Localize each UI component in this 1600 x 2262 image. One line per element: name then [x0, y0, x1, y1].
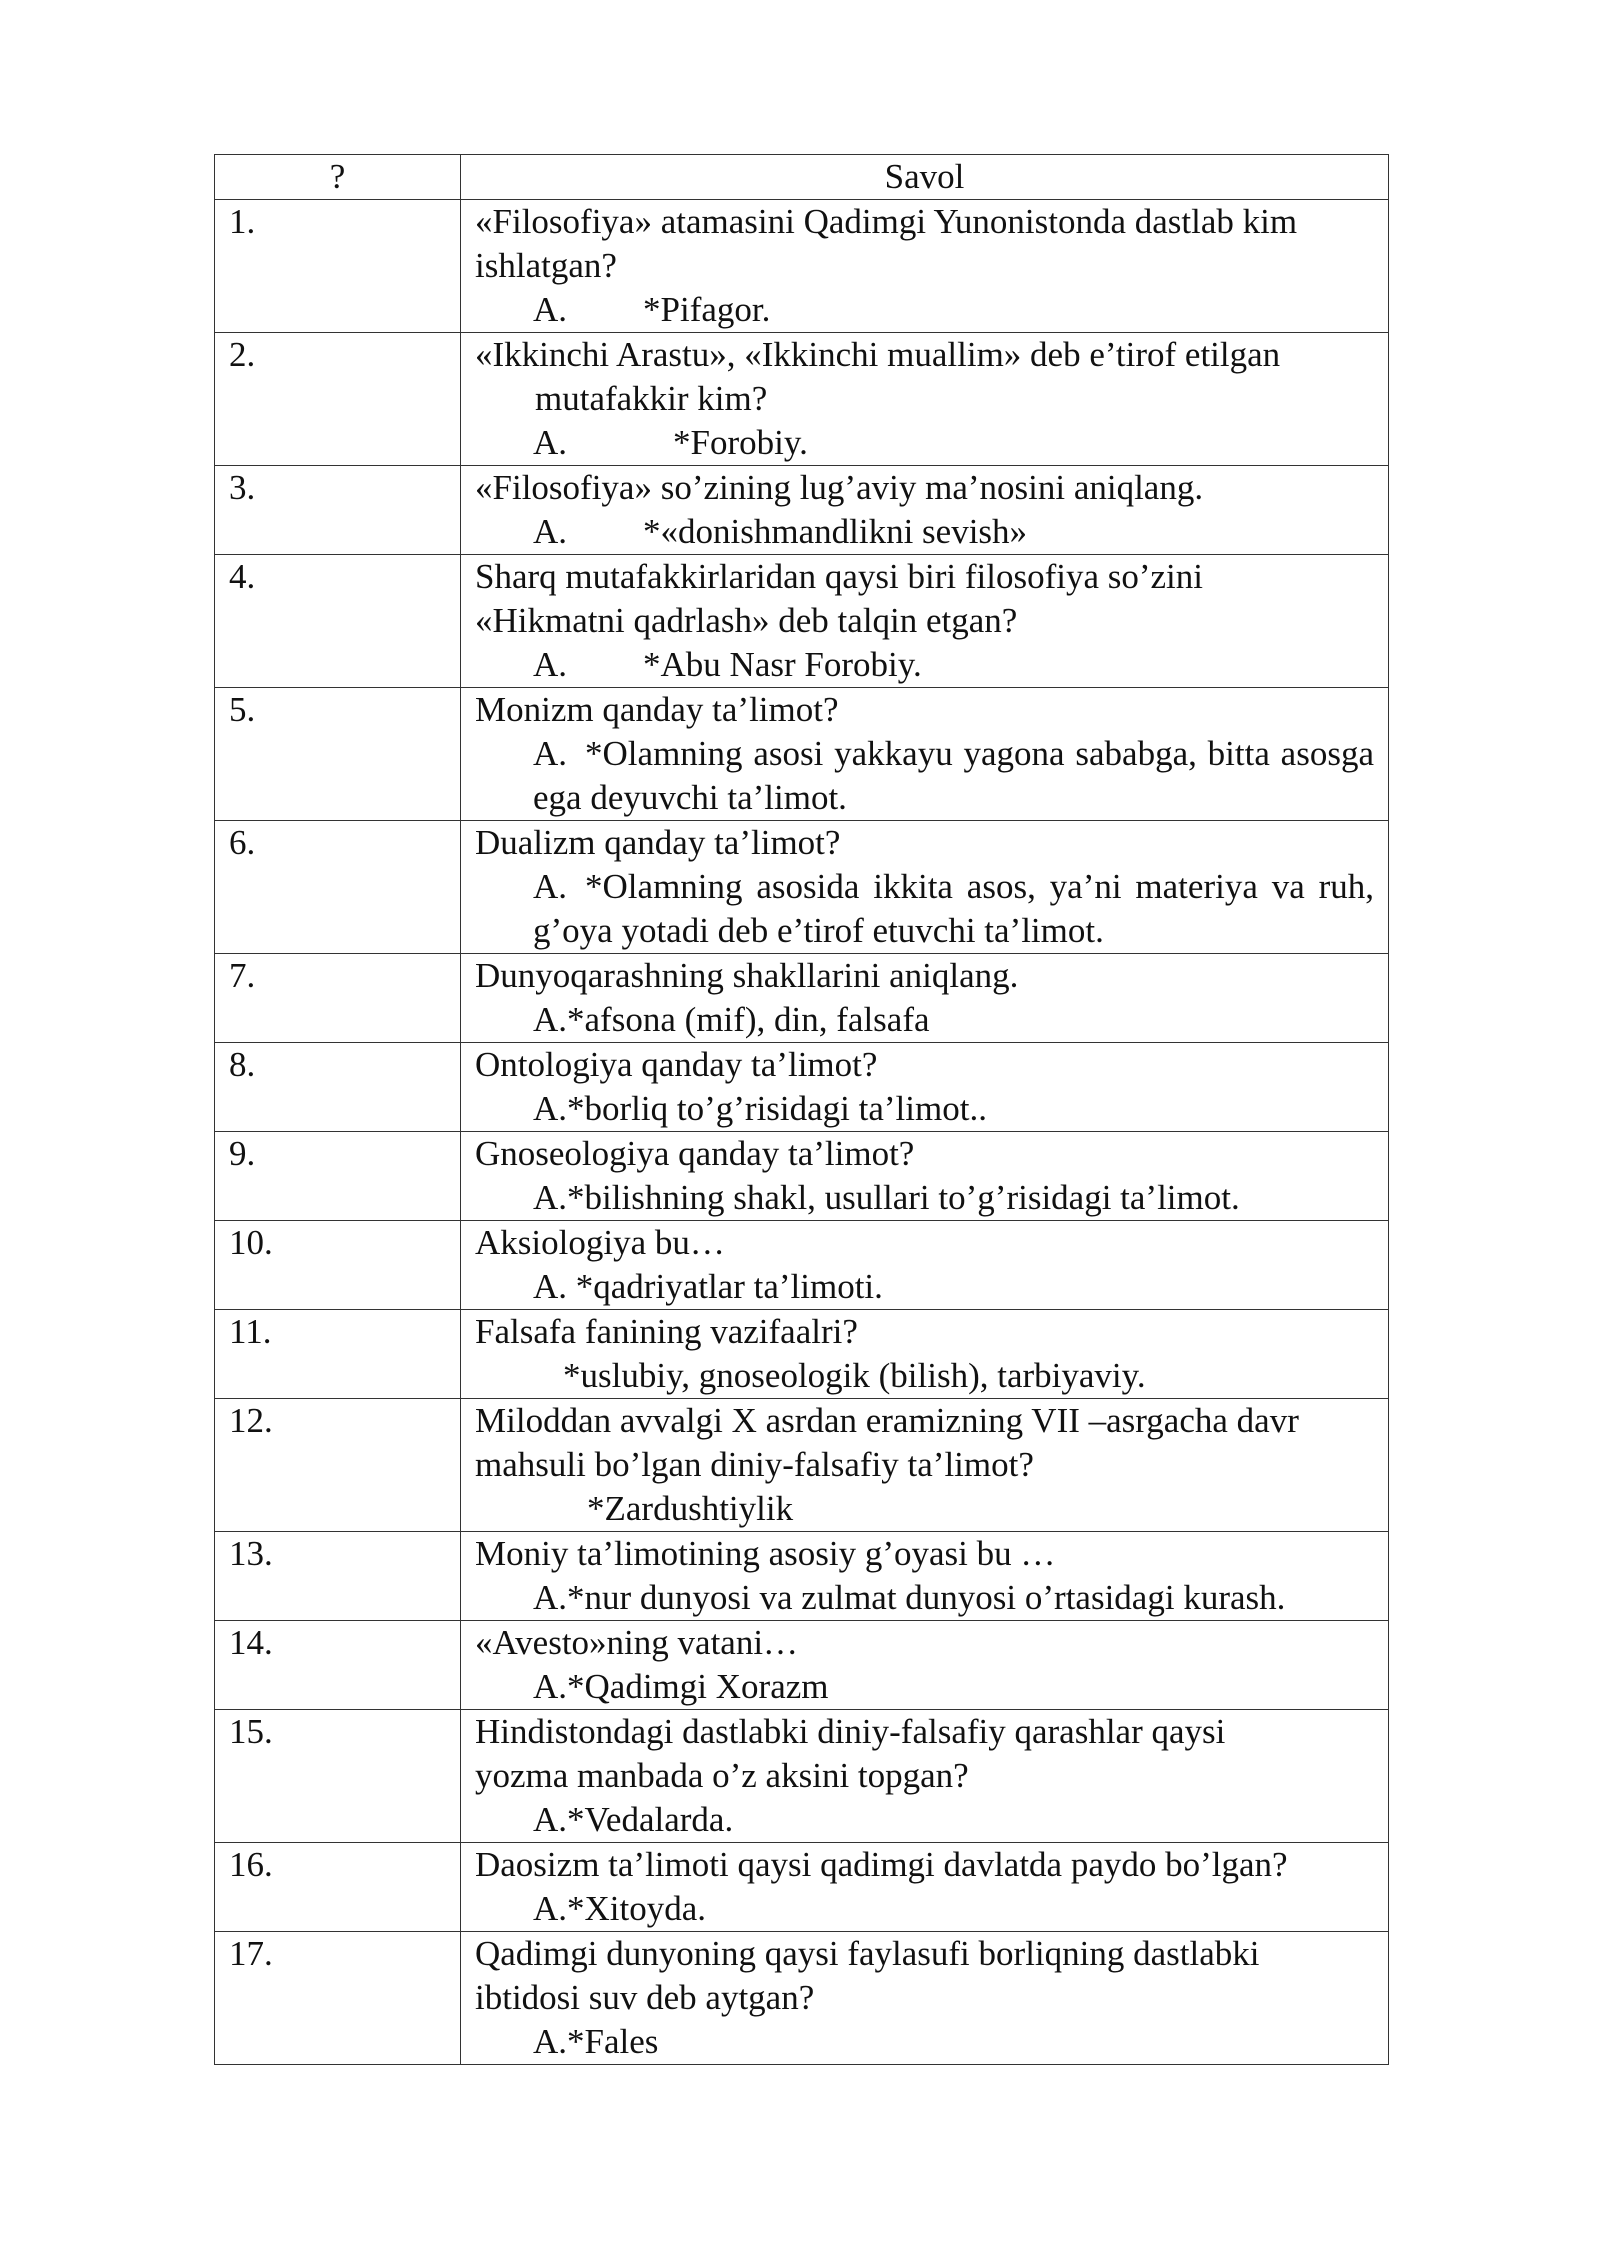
row-number: 13. [215, 1532, 461, 1621]
answer-label: A. [533, 512, 568, 551]
answer-line [475, 510, 1374, 554]
answer-label: A. [533, 734, 568, 773]
row-question-cell [461, 688, 1389, 821]
answer-text: *Olamning asosida ikkita asos, ya’ni materiya va ruh, g’oya yotadi deb e’tirof etuvchi ta’limot. [533, 867, 1374, 950]
row-number: 8. [215, 1043, 461, 1132]
row-number: 10. [215, 1221, 461, 1310]
row-question-cell [461, 1932, 1389, 2065]
answer-text: *Forobiy. [673, 423, 808, 462]
answer-text: A.*Vedalarda. [533, 1800, 734, 1839]
row-number: 17. [215, 1932, 461, 2065]
row-question-cell [461, 954, 1389, 1043]
question-text: Sharq mutafakkirlaridan qaysi biri filosofiya so’zini [475, 557, 1204, 596]
question-text: «Filosofiya» atamasini Qadimgi Yunonistonda dastlab kim [475, 202, 1298, 241]
table-row [215, 688, 1389, 821]
row-number: 1. [215, 200, 461, 333]
row-question-cell [461, 1221, 1389, 1310]
table-header-row [215, 155, 1389, 200]
table-row [215, 1532, 1389, 1621]
answer-text: A.*nur dunyosi va zulmat dunyosi o’rtasidagi kurash. [533, 1578, 1286, 1617]
answer-text: A.*afsona (mif), din, falsafa [533, 1000, 930, 1039]
row-number: 14. [215, 1621, 461, 1710]
answer-line [475, 643, 1374, 687]
header-question: Savol [461, 155, 1389, 200]
row-number: 3. [215, 466, 461, 555]
table-row [215, 200, 1389, 333]
row-number: 15. [215, 1710, 461, 1843]
row-number: 9. [215, 1132, 461, 1221]
table-row [215, 1710, 1389, 1843]
table-row [215, 333, 1389, 466]
row-question-cell [461, 555, 1389, 688]
answer-label: A. [533, 290, 568, 329]
question-text: «Avesto»ning vatani… [475, 1623, 799, 1662]
table-row [215, 954, 1389, 1043]
question-text: Hindistondagi dastlabki diniy-falsafiy qarashlar qaysi [475, 1712, 1226, 1751]
answer-line [475, 732, 1374, 820]
answer-text: *Olamning asosi yakkayu yagona sababga, bitta asosga ega deyuvchi ta’limot. [533, 734, 1374, 817]
questions-table [214, 154, 1389, 2065]
table-row [215, 1310, 1389, 1399]
question-text: Daosizm ta’limoti qaysi qadimgi davlatda paydo bo’lgan? [475, 1845, 1288, 1884]
row-question-cell [461, 333, 1389, 466]
row-question-cell [461, 1621, 1389, 1710]
question-text: Dualizm qanday ta’limot? [475, 823, 841, 862]
row-question-cell [461, 1043, 1389, 1132]
answer-label: A. [533, 645, 568, 684]
header-number: ? [215, 155, 461, 200]
question-text: Miloddan avvalgi X asrdan eramizning VII –asrgacha davr [475, 1401, 1299, 1440]
question-text: Ontologiya qanday ta’limot? [475, 1045, 878, 1084]
answer-text: *Zardushtiylik [587, 1489, 794, 1528]
row-number: 4. [215, 555, 461, 688]
question-text: Aksiologiya bu… [475, 1223, 725, 1262]
question-text: mahsuli bo’lgan diniy-falsafiy ta’limot? [475, 1445, 1034, 1484]
row-number: 11. [215, 1310, 461, 1399]
question-text: Gnoseologiya qanday ta’limot? [475, 1134, 915, 1173]
answer-label: A. [533, 423, 568, 462]
answer-text: A.*borliq to’g’risidagi ta’limot.. [533, 1089, 987, 1128]
row-number: 7. [215, 954, 461, 1043]
question-text: Dunyoqarashning shakllarini aniqlang. [475, 956, 1019, 995]
row-question-cell [461, 1843, 1389, 1932]
answer-text: *«donishmandlikni sevish» [643, 512, 1028, 551]
answer-text: A.*Xitoyda. [533, 1889, 707, 1928]
question-text: «Filosofiya» so’zining lug’aviy ma’nosini aniqlang. [475, 468, 1204, 507]
row-question-cell [461, 1399, 1389, 1532]
row-number: 5. [215, 688, 461, 821]
question-text: Moniy ta’limotining asosiy g’oyasi bu … [475, 1534, 1056, 1573]
table-row [215, 1621, 1389, 1710]
question-text: «Hikmatni qadrlash» deb talqin etgan? [475, 601, 1018, 640]
answer-line [475, 288, 1374, 332]
answer-line [475, 421, 1374, 465]
answer-text: A.*Fales [533, 2022, 659, 2061]
row-number: 16. [215, 1843, 461, 1932]
question-text: Qadimgi dunyoning qaysi faylasufi borliqning dastlabki [475, 1934, 1260, 1973]
question-text: Falsafa fanining vazifaalri? [475, 1312, 858, 1351]
row-number: 12. [215, 1399, 461, 1532]
row-question-cell [461, 821, 1389, 954]
answer-text: A.*Qadimgi Xorazm [533, 1667, 829, 1706]
row-question-cell [461, 1532, 1389, 1621]
question-text: mutafakkir kim? [535, 379, 768, 418]
question-text: Monizm qanday ta’limot? [475, 690, 839, 729]
row-question-cell [461, 466, 1389, 555]
table-row [215, 1132, 1389, 1221]
answer-text: A.*bilishning shakl, usullari to’g’risidagi ta’limot. [533, 1178, 1240, 1217]
answer-text: A. *qadriyatlar ta’limoti. [533, 1267, 883, 1306]
row-question-cell [461, 1710, 1389, 1843]
row-question-cell [461, 200, 1389, 333]
table-row [215, 1843, 1389, 1932]
table-row [215, 1043, 1389, 1132]
row-question-cell [461, 1132, 1389, 1221]
answer-label: A. [533, 867, 568, 906]
row-number: 6. [215, 821, 461, 954]
answer-text: *uslubiy, gnoseologik (bilish), tarbiyaviy. [563, 1356, 1146, 1395]
answer-line [475, 865, 1374, 953]
question-text: yozma manbada o’z aksini topgan? [475, 1756, 969, 1795]
row-question-cell [461, 1310, 1389, 1399]
question-text: ibtidosi suv deb aytgan? [475, 1978, 815, 2017]
table-row [215, 1221, 1389, 1310]
table-row [215, 1932, 1389, 2065]
question-text: ishlatgan? [475, 246, 617, 285]
table-row [215, 1399, 1389, 1532]
row-number: 2. [215, 333, 461, 466]
table-row [215, 555, 1389, 688]
table-row [215, 466, 1389, 555]
answer-text: *Abu Nasr Forobiy. [643, 645, 922, 684]
question-text: «Ikkinchi Arastu», «Ikkinchi muallim» deb e’tirof etilgan [475, 335, 1281, 374]
answer-text: *Pifagor. [643, 290, 771, 329]
table-row [215, 821, 1389, 954]
